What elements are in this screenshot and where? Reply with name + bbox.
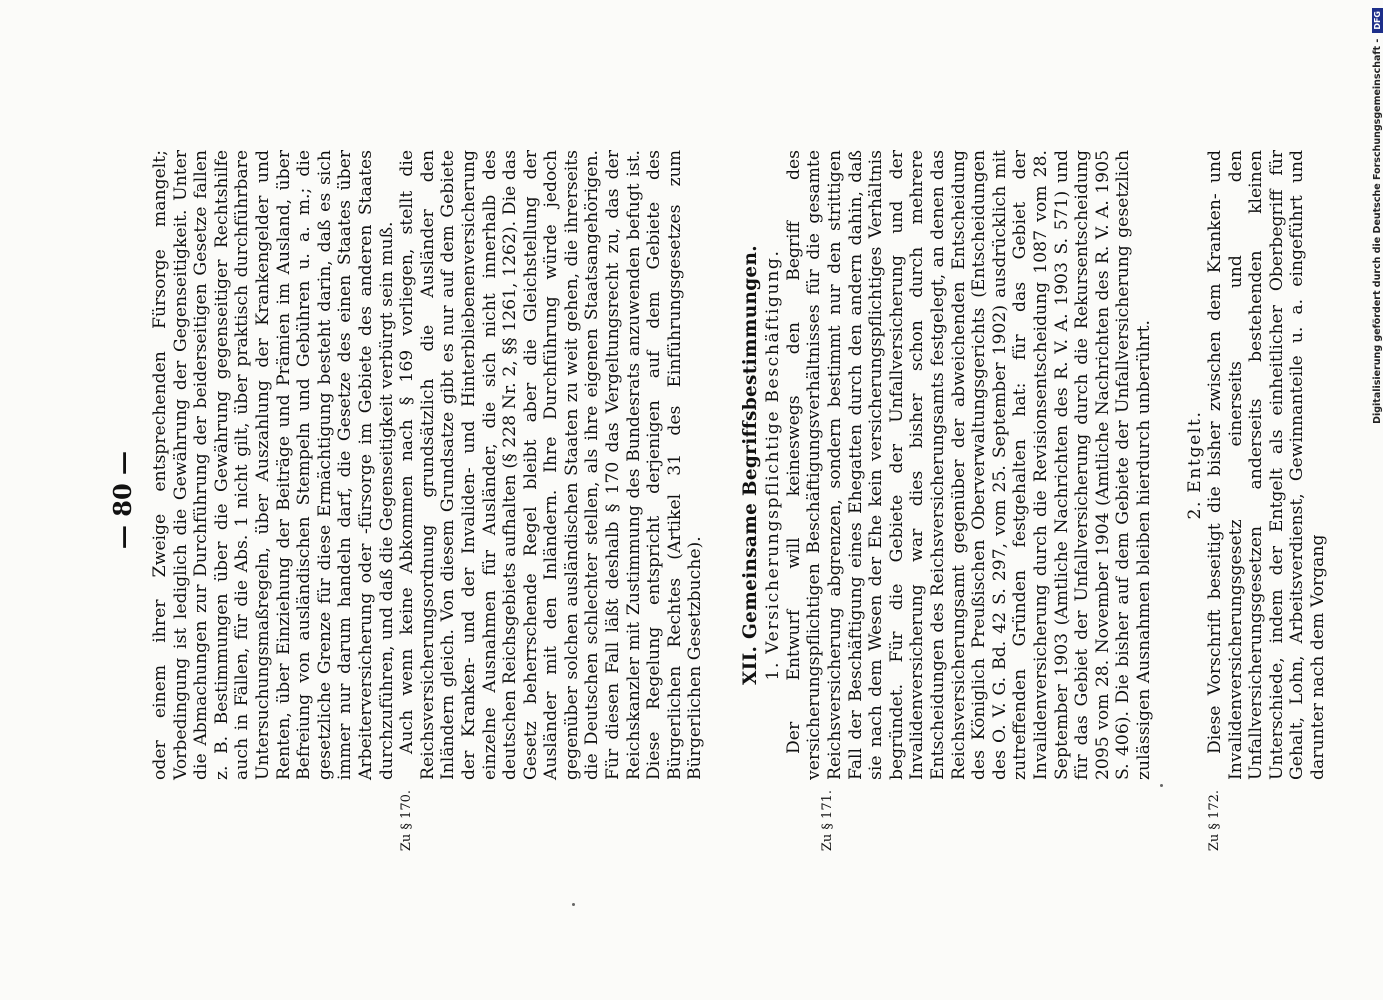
digitization-credit bbox=[1372, 8, 1383, 992]
paragraph-section-171 bbox=[783, 150, 1155, 852]
sub-heading-insured-employment: 1. Versicherungspflichtige Beschäftigung. bbox=[763, 249, 784, 681]
scan-speck bbox=[572, 903, 575, 906]
page-number: — 80 — bbox=[108, 450, 137, 550]
body-text bbox=[150, 150, 1329, 852]
margin-label-section-171: Zu § 171. bbox=[819, 790, 835, 852]
dfg-logo: DFG bbox=[1372, 8, 1383, 33]
margin-label-section-172: Zu § 172. bbox=[1207, 790, 1223, 852]
paragraph-text: Der Entwurf will keineswegs den Begriff des versicherungspflichtigen Beschäftigungsverhältnisses für die gesamte Reichsversicherung abgrenzen, sondern bestimmt nur den strittigen Fall der Beschäftigung eines Ehegatten durch den andern dahin, daß sie nach dem Wesen der Ehe kein versicherungspflichtiges Verhältnis begründet. Für die Gebiete der Unfallversicherung und der Invalidenversicherung war dies bisher schon durch mehrere Entscheidungen des Reichsversicherungsamts festgelegt, an denen das Reichsversicherungsamt gegenüber der abweichenden Entscheidung des Königlich Preußischen Oberverwaltungsgerichts (Entscheidungen des O. V. G. Bd. 42 S. 297, vom 25. September 1902) ausdrücklich mit zutreffenden Gründen festgehalten hat: für das Gebiet der Invalidenversicherung durch die Revisionsentscheidung 1087 vom 28. September 1903 (Amtliche Nachrichten des R. V. A. 1903 S. 571) und für das Gebiet der Unfallversicherung durch die Rekursentscheidung 2095 vom 28. November 1904 (Amtliche Nachrichten des R. V. A. 1905 S. 406). Die bisher auf dem Gebiete der Unfallversicherung gesetzlich zulässigen Ausnahmen bleiben hierdurch unberührt. bbox=[783, 150, 1154, 780]
credit-text: Digitalisierung gefördert durch die Deutsche Forschungsgemeinschaft - bbox=[1372, 38, 1383, 424]
margin-label-section-170: Zu § 170. bbox=[399, 790, 415, 852]
paragraph-text: Auch wenn keine Abkommen nach § 169 vorliegen, stellt die Reichsversicherungsordnung grundsätzlich die Ausländer den Inländern gleich. Von diesem Grundsatze gibt es nur auf dem Gebiete der Kranken- und der Invaliden- und Hinterbliebenenversicherung einzelne Ausnahmen für Ausländer, die sich nicht innerhalb des deutschen Reichsgebiets aufhalten (§ 228 Nr. 2, §§ 1261, 1262). Die das Gesetz beherrschende Regel bleibt aber die Gleichstellung der Ausländer mit den Inländern. Ihre Durchführung würde jedoch gegenüber solchen ausländischen Staaten zu weit gehen, die ihrerseits die Deutschen schlechter stellen, als ihre eigenen Staatsangehörigen. Für diesen Fall läßt deshalb § 170 das Vergeltungsrecht zu, das der Reichskanzler mit Zustimmung des Bundesrats anzuwenden befugt ist. Diese Regelung entspricht derjenigen auf dem Gebiete des Bürgerlichen Rechtes (Artikel 31 des Einführungsgesetzes zum Bürgerlichen Gesetzbuche). bbox=[397, 150, 706, 780]
paragraph-text: oder einem ihrer Zweige entsprechenden Fürsorge mangelt; Vorbedingung ist lediglich die Gewährung der Gegenseitigkeit. Unter die Abmachungen zur Durchführung der beiderseitigen Gesetze fallen z. B. Bestimmungen über die Gewährung gegenseitiger Rechtshilfe auch in Fällen, für die Abs. 1 nicht gilt, über praktisch durchführbare Untersuchungsmaßregeln, über Auszahlung der Krankengelder und Renten, über Einziehung der Beiträge und Prämien im Ausland, über Befreiung von ausländischen Stempeln und Gebühren u. a. m.; die gesetzliche Grenze für diese Ermächtigung besteht darin, daß es sich immer nur darum handeln darf, die Gesetze des einen Staates über Arbeiterversicherung oder -fürsorge im Gebiete des anderen Staates durchzuführen, und daß die Gegenseitigkeit verbürgt sein muß. bbox=[150, 150, 397, 780]
paragraph-section-170 bbox=[397, 150, 706, 852]
paragraph-section-172 bbox=[1205, 150, 1329, 852]
blank-line bbox=[706, 150, 727, 780]
paragraph-continuation bbox=[150, 150, 397, 780]
sub-heading-remuneration: 2. Entgelt. bbox=[1184, 410, 1205, 520]
section-heading: XII. Gemeinsame Begriffsbestimmungen. bbox=[739, 245, 761, 686]
paragraph-text: Diese Vorschrift beseitigt die bisher zwischen dem Kranken- und Invalidenversicherungsgesetz einerseits und den Unfallversicherungsgesetzen anderseits bestehenden kleinen Unterschiede, indem der Entgelt als einheitlicher Oberbegriff für Gehalt, Lohn, Arbeitsverdienst, Gewinnanteile u. a. eingeführt und darunter nach dem Vorgang bbox=[1205, 150, 1329, 780]
scan-speck bbox=[1160, 784, 1163, 787]
